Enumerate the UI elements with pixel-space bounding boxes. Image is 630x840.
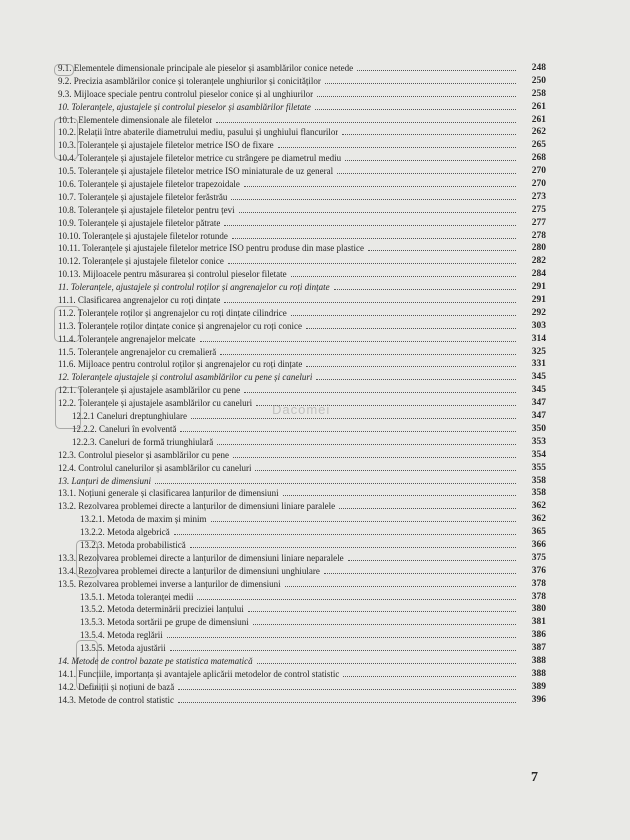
toc-entry-page: 381 (531, 617, 546, 628)
toc-entry-page: 389 (531, 681, 546, 692)
dot-leader (211, 521, 517, 522)
toc-entry (58, 320, 546, 334)
toc-entry-page: 376 (531, 565, 546, 576)
toc-entry-title: 13.2.1. Metoda de maxim și minim (80, 514, 207, 525)
toc-entry-page: 386 (531, 630, 546, 641)
toc-entry-page: 365 (531, 527, 546, 538)
toc-entry (58, 217, 546, 231)
toc-entry-title: 10.1. Elementele dimensionale ale filetelor (58, 114, 213, 125)
dot-leader (278, 147, 516, 148)
toc-entry-title: 11.2. Toleranțele roților și angrenajelor cu roți dințate cilindrice (58, 307, 287, 318)
toc-entry-page: 280 (531, 243, 546, 254)
toc-entry-title: 13.5. Rezolvarea problemei inverse a lanțurilor de dimensiuni (58, 578, 281, 589)
toc-entry (58, 655, 546, 669)
toc-entry (58, 269, 546, 282)
dot-leader (233, 457, 516, 458)
toc-entry-title: 13.2. Rezolvarea problemei directe a lanțurilor de dimensiuni liniare paralele (58, 501, 336, 512)
dot-leader (325, 83, 516, 84)
toc-entry (58, 501, 546, 514)
toc-entry (58, 346, 546, 360)
dot-leader (224, 225, 516, 226)
dot-leader (357, 70, 516, 71)
toc-entry (58, 75, 546, 89)
toc-entry (58, 488, 546, 501)
toc-entry (58, 88, 546, 102)
toc-entry-title: 10.4. Toleranțele și ajustajele filetelor metrice cu strângere pe diametrul mediu (58, 153, 342, 164)
toc-entry-title: 12.4. Controlul canelurilor și asamblărilor cu caneluri (58, 462, 252, 473)
toc-entry-page: 270 (531, 179, 546, 190)
toc-entry-title: 13.2.2. Metoda algebrică (80, 527, 170, 538)
toc-entry (58, 527, 546, 540)
pencil-mark (54, 118, 78, 160)
toc-entry-page: 325 (531, 346, 546, 357)
dot-leader (317, 96, 516, 97)
toc-entry-title: 13.1. Noțiuni generale și clasificarea lanțurilor de dimensiuni (58, 488, 279, 499)
toc-entry-title: 13.5.5. Metoda ajustării (80, 643, 166, 654)
toc-entry-page: 258 (531, 88, 546, 99)
toc-entry-page: 378 (531, 578, 546, 589)
dot-leader (316, 379, 516, 380)
toc-entry (58, 591, 546, 605)
toc-entry (58, 436, 546, 450)
toc-entry-page: 292 (531, 307, 546, 318)
dot-leader (248, 611, 516, 612)
toc-entry-page: 261 (531, 114, 546, 125)
pencil-mark (76, 540, 98, 578)
toc-entry-page: 388 (531, 655, 546, 666)
toc-entry-page: 291 (531, 295, 546, 306)
toc-entry-title: 10.11. Toleranțele și ajustajele filetelor metrice ISO pentru produse din mase plastice (58, 243, 365, 254)
toc-entry (58, 307, 546, 321)
dot-leader (342, 134, 516, 135)
toc-entry (58, 449, 546, 463)
toc-entry-title: 12.2.1 Caneluri dreptunghiulare (72, 411, 187, 422)
toc-entry-page: 331 (531, 359, 546, 370)
toc-entry-title: 13. Lanțuri de dimensiuni (58, 475, 152, 486)
dot-leader (345, 160, 516, 161)
toc-entry-title: 13.3. Rezolvarea problemei directe a lanțurilor de dimensiuni liniare neparalele (58, 552, 344, 563)
toc-entry-page: 345 (531, 372, 546, 383)
toc-entry-page: 262 (531, 127, 546, 138)
toc-entry-page: 273 (531, 191, 546, 202)
toc-entry-title: 10.7. Toleranțele și ajustajele filetelor ferăstrău (58, 191, 228, 202)
toc-entry-title: 9.2. Precizia asamblărilor conice și toleranțele unghiurilor și conicităților (58, 75, 321, 86)
dot-leader (224, 302, 516, 303)
dot-leader (232, 238, 516, 239)
toc-entry-title: 13.4. Rezolvarea problemei directe a lanțurilor de dimensiuni unghiulare (58, 565, 320, 576)
toc-entry-page: 366 (531, 539, 546, 550)
toc-entry-page: 314 (531, 333, 546, 344)
toc-entry (58, 462, 546, 476)
toc-entry (58, 101, 546, 115)
toc-entry-page: 303 (531, 320, 546, 331)
dot-leader (180, 431, 516, 432)
dot-leader (255, 470, 516, 471)
toc-entry-page: 388 (531, 668, 546, 679)
toc-entry-title: 11.4. Toleranțele angrenajelor melcate (58, 333, 196, 344)
toc-entry-title: 10. Toleranțele, ajustajele și controlul pieselor și asamblărilor filetate (58, 101, 311, 112)
dot-leader (178, 702, 516, 703)
toc-entry-title: 10.10. Toleranțele și ajustajele filetelor rotunde (58, 230, 228, 241)
dot-leader (337, 173, 516, 174)
toc-entry (58, 604, 546, 617)
toc-entry-title: 13.5.3. Metoda sortării pe grupe de dimensiuni (80, 617, 249, 628)
dot-leader (217, 444, 516, 445)
toc-entry-page: 347 (531, 398, 546, 409)
toc-entry-page: 396 (531, 694, 546, 705)
toc-entry-title: 11. Toleranțele, ajustajele și controlul roților și angrenajelor cu roți dințate (58, 282, 330, 293)
pencil-mark (76, 640, 98, 690)
toc-entry-title: 10.3. Toleranțele și ajustajele filetelor metrice ISO de fixare (58, 140, 274, 151)
toc-entry-title: 12.1. Toleranțele și ajustajele asamblărilor cu pene (58, 385, 241, 396)
toc-entry-title: 13.2.3. Metoda probabilistică (80, 539, 186, 550)
dot-leader (285, 586, 516, 587)
toc-entry-page: 278 (531, 230, 546, 241)
toc-entry-page: 354 (531, 449, 546, 460)
toc-entry-page: 358 (531, 475, 546, 486)
toc-entry-title: 14.1. Funcțiile, importanța și avantajele aplicării metodelor de control statistic (58, 668, 340, 679)
toc-entry-title: 14.2. Definiții și noțiuni de bază (58, 681, 175, 692)
toc-entry-title: 10.2. Relații între abaterile diametrului mediu, pasului și unghiului flancurilor (58, 127, 339, 138)
toc-entry-title: 14. Metode de control bazate pe statistica matematică (58, 655, 253, 666)
dot-leader (244, 186, 516, 187)
toc-entry-title: 12.2. Toleranțele și ajustajele asamblărilor cu caneluri (58, 398, 253, 409)
toc-entry-page: 378 (531, 591, 546, 602)
dot-leader (343, 676, 516, 677)
dot-leader (190, 547, 516, 548)
toc-entry-title: 12.3. Controlul pieselor și asamblărilor cu pene (58, 449, 229, 460)
toc-entry-page: 375 (531, 552, 546, 563)
toc-entry (58, 295, 546, 308)
toc-entry (58, 243, 546, 256)
toc-entry (58, 204, 546, 218)
toc-entry (58, 514, 546, 527)
dot-leader (253, 624, 516, 625)
toc-entry-title: 11.6. Mijloace pentru controlul roților și angrenajelor cu roți dințate (58, 359, 303, 370)
toc-entry-page: 291 (531, 282, 546, 293)
toc-entry (58, 372, 546, 385)
dot-leader (244, 392, 516, 393)
toc-entry (58, 385, 546, 398)
dot-leader (291, 315, 516, 316)
toc-entry-page: 350 (531, 423, 546, 434)
dot-leader (257, 663, 516, 664)
dot-leader (239, 212, 516, 213)
toc-entry (58, 617, 546, 630)
toc-entry (58, 578, 546, 592)
toc-entry-title: 10.6. Toleranțele și ajustajele filetelor trapezoidale (58, 179, 240, 190)
dot-leader (348, 560, 516, 561)
toc-entry-page: 362 (531, 501, 546, 512)
dot-leader (220, 354, 516, 355)
dot-leader (155, 483, 516, 484)
toc-entry (58, 643, 546, 656)
toc-entry (58, 127, 546, 140)
toc-entry (58, 63, 546, 76)
pencil-mark (54, 306, 80, 342)
dot-leader (231, 199, 516, 200)
toc-entry (58, 694, 546, 708)
toc-entry (58, 166, 546, 179)
toc-entry-title: 13.5.4. Metoda reglării (80, 630, 163, 641)
toc-entry-title: 12.2.3. Caneluri de formă triunghiulară (72, 436, 214, 447)
toc-entry-title: 14.3. Metode de control statistic (58, 694, 174, 705)
dot-leader (306, 366, 516, 367)
dot-leader (334, 289, 516, 290)
pencil-mark (55, 387, 81, 429)
dot-leader (170, 650, 516, 651)
toc-entry-title: 12.2.2. Caneluri în evolventă (72, 423, 177, 434)
toc-entry (58, 140, 546, 153)
page-number: 7 (531, 770, 538, 785)
toc-entry-page: 380 (531, 604, 546, 615)
toc-entry (58, 423, 546, 437)
toc-entry (58, 179, 546, 192)
dot-leader (306, 328, 516, 329)
pencil-mark (54, 64, 74, 76)
toc-entry-title: 11.1. Clasificarea angrenajelor cu roți dințate (58, 295, 221, 306)
toc-entry-title: 10.13. Mijloacele pentru măsurarea și controlul pieselor filetate (58, 269, 287, 280)
dot-leader (339, 508, 516, 509)
toc-entry-page: 282 (531, 256, 546, 267)
dot-leader (197, 599, 516, 600)
dot-leader (178, 689, 516, 690)
dot-leader (291, 276, 516, 277)
toc-entry (58, 668, 546, 682)
toc-entry-title: 10.8. Toleranțele și ajustajele filetelor pentru țevi (58, 204, 235, 215)
toc-entry (58, 475, 546, 489)
toc-entry (58, 333, 546, 347)
toc-entry (58, 552, 546, 566)
toc-entry-title: 9.3. Mijloace speciale pentru controlul pieselor conice și al unghiurilor (58, 88, 314, 99)
dot-leader (174, 534, 516, 535)
dot-leader (167, 637, 516, 638)
toc-entry-title: 9.1. Elementele dimensionale principale ale pieselor și asamblărilor conice netede (58, 63, 354, 73)
toc-entry-title: 13.5.1. Metoda toleranței medii (80, 591, 194, 602)
dot-leader (324, 573, 516, 574)
toc-entry-page: 248 (531, 63, 546, 73)
toc-entry (58, 630, 546, 643)
toc-entry-page: 270 (531, 166, 546, 177)
dot-leader (368, 250, 516, 251)
dot-leader (200, 341, 516, 342)
toc-entry (58, 256, 546, 269)
toc-entry (58, 565, 546, 579)
toc-entry-page: 284 (531, 269, 546, 280)
dot-leader (283, 495, 516, 496)
toc-entry-page: 268 (531, 153, 546, 164)
toc-entry-page: 275 (531, 204, 546, 215)
toc-entry-title: 10.5. Toleranțele și ajustajele filetelor metrice ISO miniaturale de uz general (58, 166, 334, 177)
toc-entry-page: 250 (531, 75, 546, 86)
table-of-contents (58, 63, 546, 708)
toc-entry-page: 265 (531, 140, 546, 151)
toc-entry-title: 11.5. Toleranțele angrenajelor cu cremalieră (58, 346, 217, 357)
toc-entry-page: 347 (531, 411, 546, 422)
toc-entry-page: 261 (531, 101, 546, 112)
toc-entry (58, 191, 546, 205)
toc-entry-title: 10.12. Toleranțele și ajustajele filetelor conice (58, 256, 224, 267)
toc-entry (58, 230, 546, 244)
toc-entry (58, 282, 546, 295)
toc-entry (58, 681, 546, 695)
toc-entry-page: 353 (531, 436, 546, 447)
toc-entry-page: 362 (531, 514, 546, 525)
toc-entry (58, 539, 546, 553)
toc-entry-title: 13.5.2. Metoda determinării preciziei lanțului (80, 604, 244, 615)
toc-entry-page: 355 (531, 462, 546, 473)
toc-entry-title: 11.3. Toleranțele roților dințate conice și angrenajelor cu roți conice (58, 320, 303, 331)
toc-entry-page: 277 (531, 217, 546, 228)
toc-entry (58, 153, 546, 166)
toc-entry-title: 12. Toleranțele ajustajele și controlul asamblărilor cu pene și caneluri (58, 372, 313, 383)
watermark: Dacomei (272, 402, 331, 417)
toc-entry-page: 387 (531, 643, 546, 654)
dot-leader (315, 109, 516, 110)
dot-leader (216, 122, 516, 123)
toc-entry-page: 358 (531, 488, 546, 499)
toc-entry-page: 345 (531, 385, 546, 396)
dot-leader (191, 418, 516, 419)
toc-entry (58, 114, 546, 128)
toc-entry-title: 10.9. Toleranțele și ajustajele filetelor pătrate (58, 217, 221, 228)
dot-leader (228, 263, 516, 264)
toc-entry (58, 359, 546, 372)
